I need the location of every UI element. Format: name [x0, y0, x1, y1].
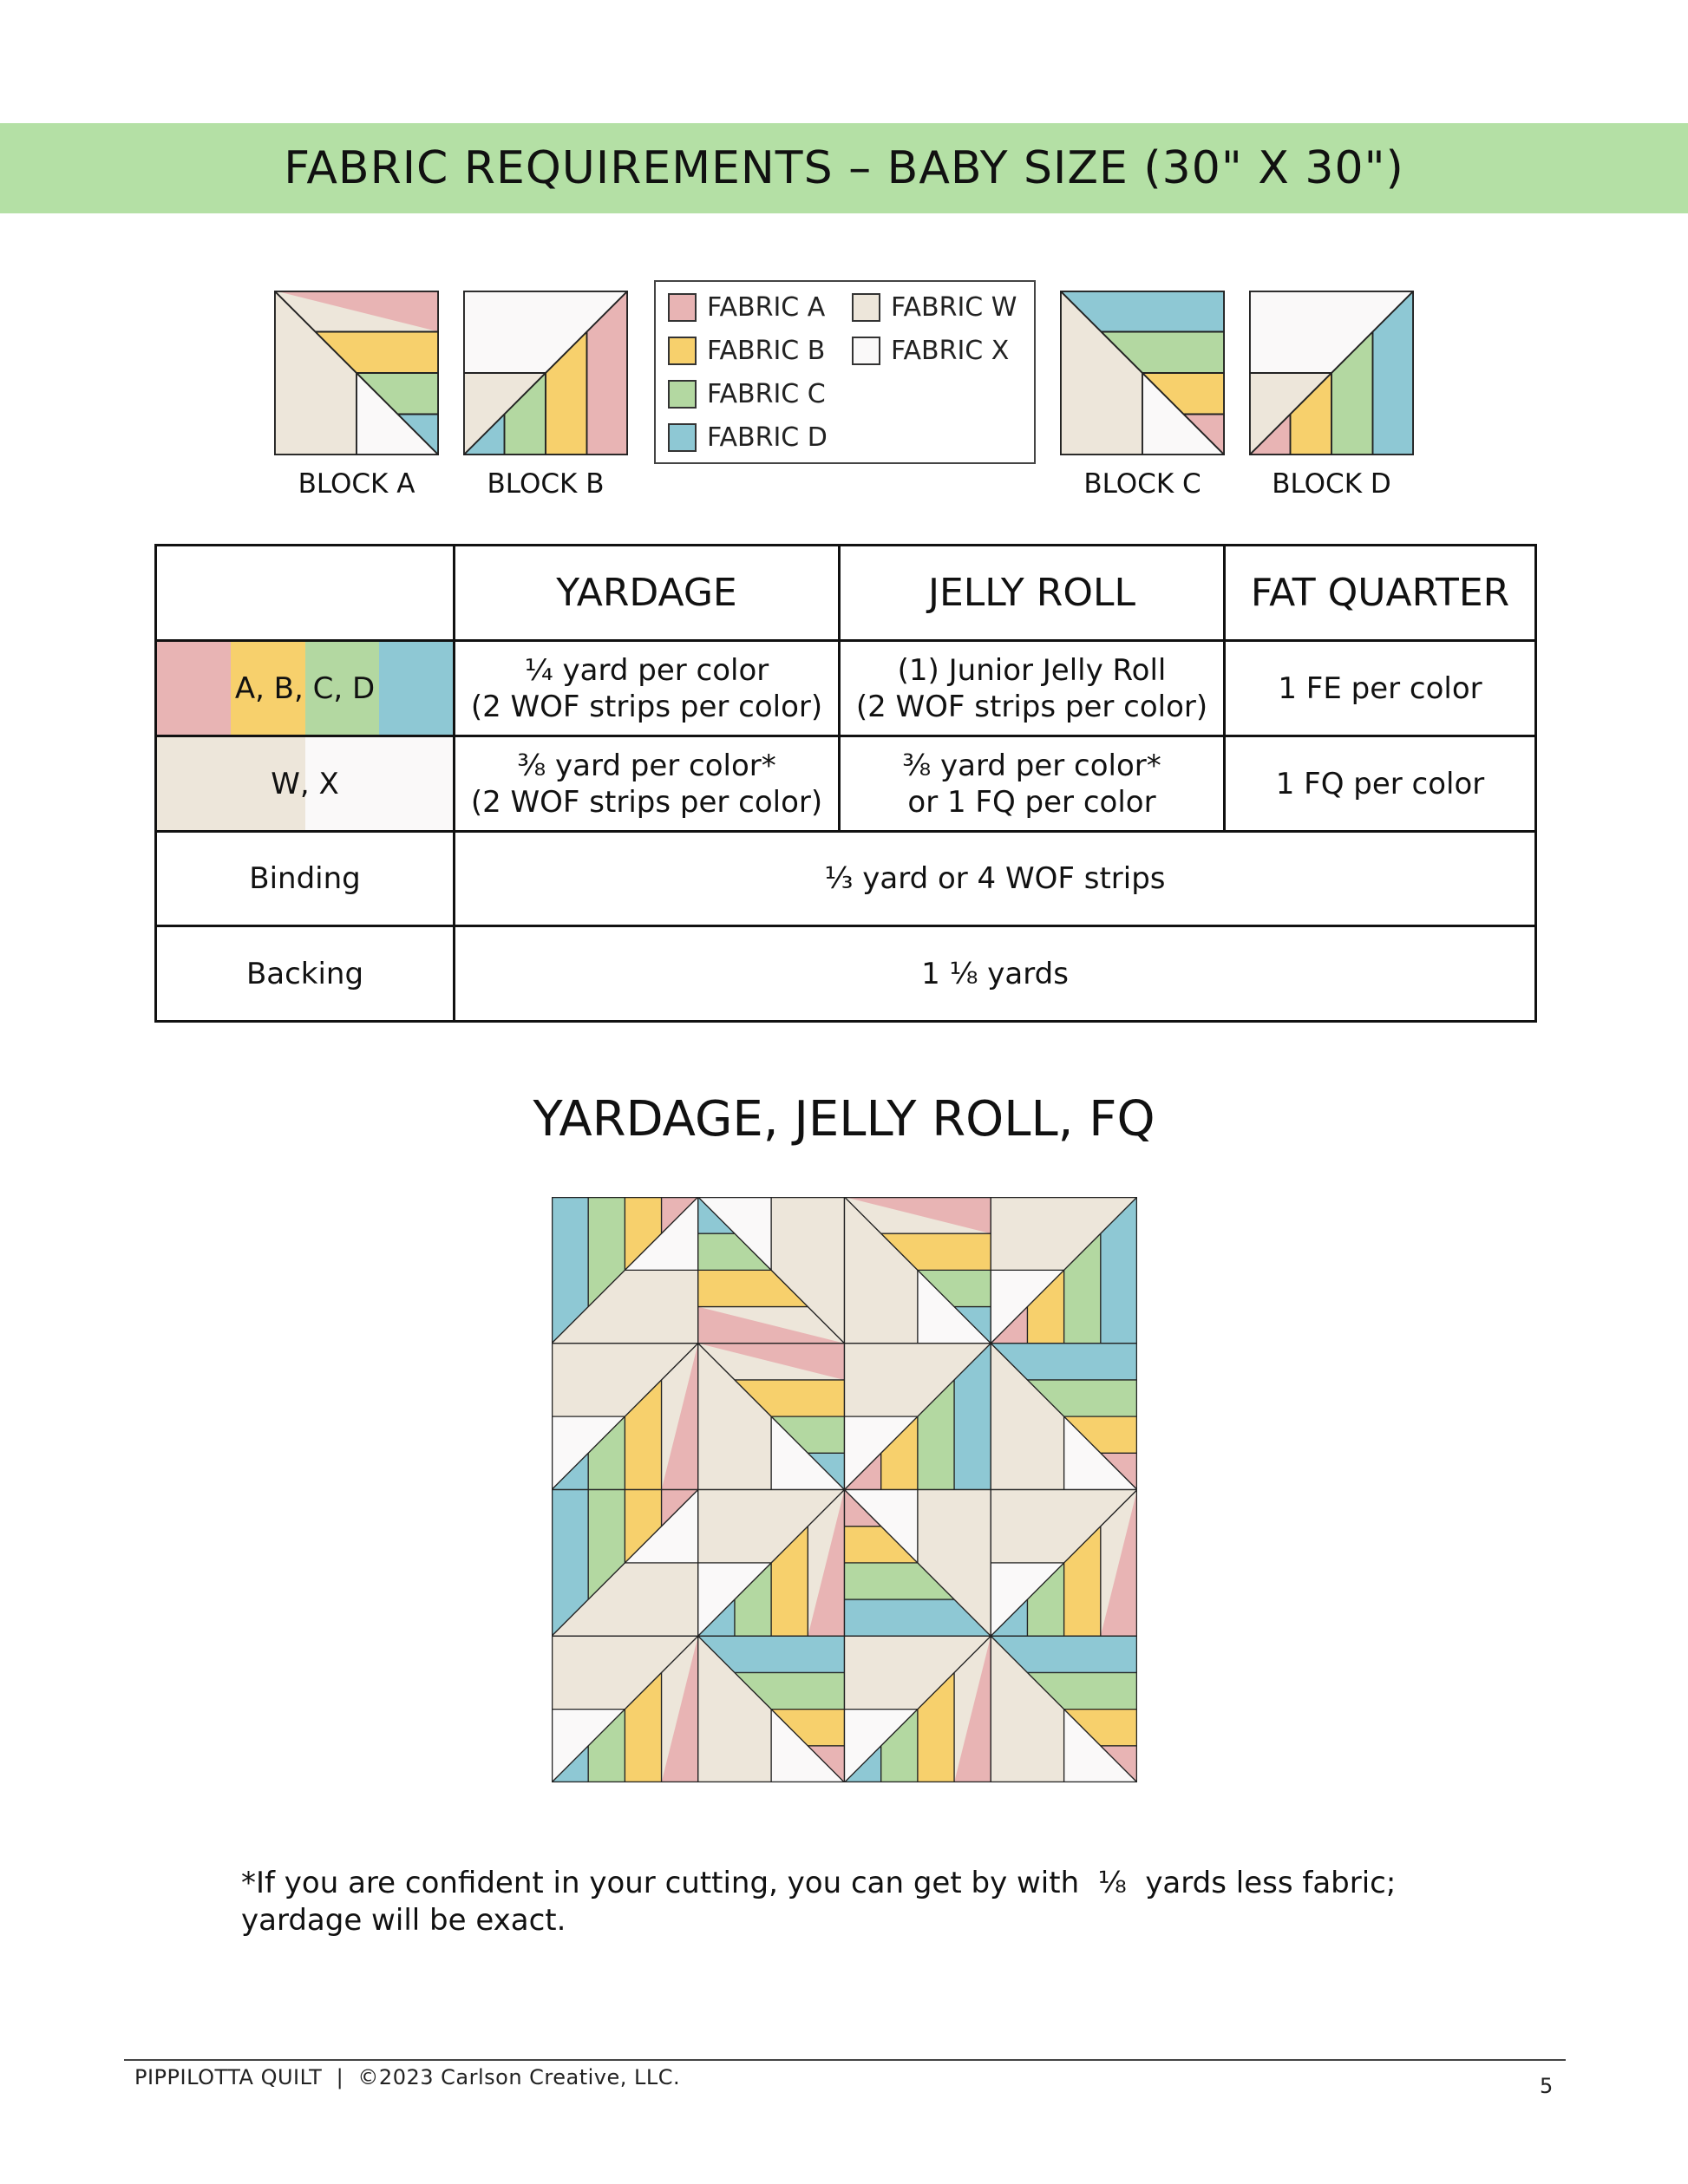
quilt-svg [552, 1197, 1137, 1782]
quilt-diagram [552, 1197, 1137, 1782]
legend-label: FABRIC A [707, 292, 826, 323]
footer-divider [124, 2059, 1566, 2061]
cell-jelly-roll [840, 736, 1225, 832]
legend-item-fabric-d [668, 422, 828, 453]
cell-line: or 1 FQ per color [907, 784, 1156, 820]
fabric-x-swatch [852, 337, 880, 365]
legend-item-fabric-b [668, 336, 825, 366]
row-label-text: W, X [271, 766, 339, 801]
cell-line: (1) Junior Jelly Roll [897, 652, 1167, 688]
requirements-table [154, 544, 1537, 1023]
cell-yardage [455, 736, 840, 832]
cell-line: ¼ yard per color [524, 652, 769, 688]
block-b-svg [463, 291, 628, 455]
block-a-label: BLOCK A [298, 468, 415, 500]
header-banner [0, 123, 1688, 213]
note-line-2: yardage will be exact. [241, 1903, 566, 1938]
footer-credit: PIPPILOTTA QUILT | ©2023 Carlson Creative, LLC. [134, 2065, 681, 2089]
page-title: FABRIC REQUIREMENTS – BABY SIZE (30" X 30") [284, 142, 1404, 194]
cell-fat-quarter: 1 FQ per color [1225, 736, 1536, 832]
header-cell-empty [156, 546, 455, 641]
cell-binding-value: ⅓ yard or 4 WOF strips [455, 832, 1536, 926]
block-a-diagram [274, 291, 439, 455]
cell-line: ⅜ yard per color* [902, 748, 1161, 783]
legend-item-fabric-x [852, 336, 1009, 366]
cell-jelly-roll [840, 641, 1225, 736]
cell-line: (2 WOF strips per color) [470, 784, 823, 820]
fabric-a-swatch [668, 293, 697, 322]
block-c-svg [1060, 291, 1225, 455]
cell-fat-quarter: 1 FE per color [1225, 641, 1536, 736]
cell-line: ⅜ yard per color* [517, 748, 776, 783]
block-c-diagram [1060, 291, 1225, 455]
row-label-binding: Binding [156, 832, 455, 926]
cutting-note [241, 1865, 1499, 1939]
legend-label: FABRIC D [707, 422, 828, 453]
legend-item-fabric-a [668, 292, 825, 323]
block-a-svg [274, 291, 439, 455]
block-c-label: BLOCK C [1083, 468, 1201, 500]
table-row-backing [156, 926, 1536, 1022]
legend-label: FABRIC C [707, 379, 826, 409]
cell-backing-value: 1 ⅛ yards [455, 926, 1536, 1022]
fabric-w-swatch [852, 293, 880, 322]
cell-yardage [455, 641, 840, 736]
block-b-label: BLOCK B [487, 468, 605, 500]
header-yardage: YARDAGE [455, 546, 840, 641]
header-fat-quarter: FAT QUARTER [1225, 546, 1536, 641]
table-header-row [156, 546, 1536, 641]
note-line-1: *If you are confident in your cutting, you can get by with ⅛ yards less fabric; [241, 1866, 1397, 1900]
block-b-diagram [463, 291, 628, 455]
legend-label: FABRIC X [891, 336, 1010, 366]
block-d-diagram [1249, 291, 1414, 455]
legend-label: FABRIC W [891, 292, 1017, 323]
table-row-wx [156, 736, 1536, 832]
table-row-abcd [156, 641, 1536, 736]
fabric-legend [654, 280, 1036, 464]
row-label-wx [156, 736, 455, 832]
page-number: 5 [1540, 2074, 1554, 2098]
header-jelly-roll: JELLY ROLL [840, 546, 1225, 641]
cell-line: (2 WOF strips per color) [855, 689, 1208, 724]
row-label-backing: Backing [156, 926, 455, 1022]
legend-item-fabric-c [668, 379, 826, 409]
legend-label: FABRIC B [707, 336, 826, 366]
fabric-b-swatch [668, 337, 697, 365]
fabric-d-swatch [668, 423, 697, 452]
cell-line: (2 WOF strips per color) [470, 689, 823, 724]
table-row-binding [156, 832, 1536, 926]
legend-item-fabric-w [852, 292, 1017, 323]
row-label-text: A, B, C, D [234, 670, 376, 706]
quilt-title: YARDAGE, JELLY ROLL, FQ [533, 1091, 1155, 1148]
block-d-label: BLOCK D [1272, 468, 1391, 500]
fabric-c-swatch [668, 380, 697, 409]
block-d-svg [1249, 291, 1414, 455]
row-label-abcd [156, 641, 455, 736]
